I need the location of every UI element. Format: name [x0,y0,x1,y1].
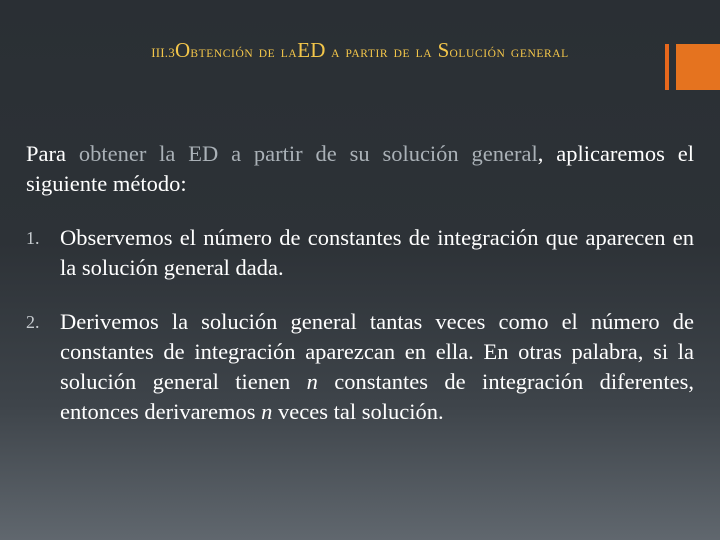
title-partir: PARTIR [345,48,389,60]
intro-para-word: Para [26,141,66,166]
list-item [26,307,694,427]
accent-bar [665,44,669,90]
step-number: 2. [26,312,40,332]
title-cap-s: S [437,38,450,62]
intro-muted-text: obtener la ED a partir de su solución general [78,141,538,166]
title-la-2: LA [415,48,433,60]
title-obtencion: BTENCIÓN [190,48,254,60]
accent-block [676,44,720,90]
title-cap-o: O [174,38,191,62]
title-ed: ED [297,38,326,62]
title-prefix: III.3 [151,45,175,60]
variable-n: n [261,399,273,424]
intro-paragraph [26,139,694,199]
step-text-b: constantes de integración diferentes, entonces derivaremos [60,369,694,424]
slide-title [0,38,720,63]
title-de-2: DE [393,48,411,60]
step-text-c: veces tal solución. [278,399,444,424]
list-item [26,223,694,283]
intro-rest: , aplicaremos el siguiente método: [26,141,695,196]
slide-content [26,139,694,451]
step-number: 1. [26,228,40,248]
variable-n: n [306,369,318,394]
title-la-1: LA [280,48,298,60]
step-text: Observemos el número de constantes de integración que aparecen en la solución general dada. [60,225,694,280]
step-text-a: Derivemos la solución general tantas veces como el número de constantes de integración aparezcan en ella. En otras palabra, si la solución general tienen [60,309,694,394]
steps-list [26,223,694,427]
title-de-1: DE [258,48,276,60]
title-general: GENERAL [510,48,569,60]
title-solucion: OLUCIÓN [449,48,506,60]
title-a: A [331,48,340,60]
